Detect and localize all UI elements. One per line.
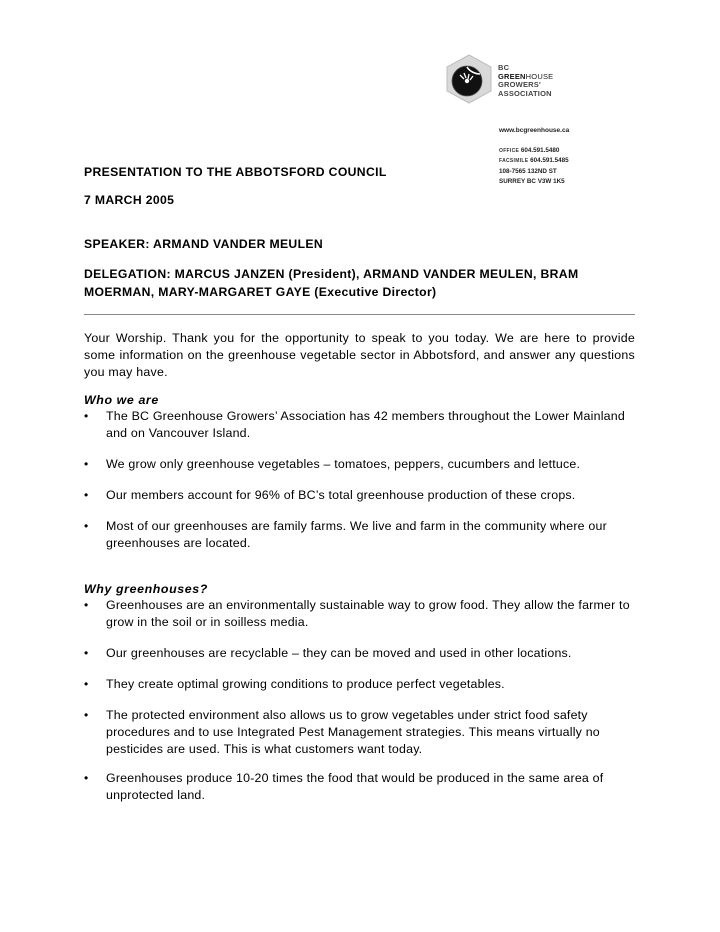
address-line-2: SURREY BC V3W 1K5	[499, 177, 565, 185]
header-divider	[84, 314, 635, 315]
list-item-text: Greenhouses are an environmentally sustainable way to grow food. They allow the farmer to grow in the soil or in soilless media.	[106, 598, 630, 629]
bullet-icon: •	[84, 409, 89, 423]
delegation-line-2: MOERMAN, MARY-MARGARET GAYE (Executive Director)	[84, 285, 437, 299]
delegation-line-1: DELEGATION: MARCUS JANZEN (President), ARMAND VANDER MEULEN, BRAM	[84, 267, 579, 281]
bullet-icon: •	[84, 708, 89, 722]
section-title-why-greenhouses: Why greenhouses?	[84, 582, 208, 596]
bullet-icon: •	[84, 488, 89, 502]
fax-phone: 604.591.5485	[530, 157, 569, 165]
bullet-icon: •	[84, 519, 89, 533]
speaker-line: SPEAKER: ARMAND VANDER MEULEN	[84, 237, 324, 251]
contact-block	[499, 126, 569, 187]
presentation-title: PRESENTATION TO THE ABBOTSFORD COUNCIL	[84, 165, 387, 179]
list-item-text: Our greenhouses are recyclable – they can be moved and used in other locations.	[106, 646, 572, 660]
section-title-who-we-are: Who we are	[84, 393, 159, 407]
website-url[interactable]: www.bcgreenhouse.ca	[499, 127, 570, 134]
list-item-text: Most of our greenhouses are family farms. We live and farm in the community where our greenhouses are located.	[106, 519, 607, 550]
list-item-text: Greenhouses produce 10-20 times the food that would be produced in the same area of unprotected land.	[106, 771, 604, 802]
list-item-text: We grow only greenhouse vegetables – tomatoes, peppers, cucumbers and lettuce.	[106, 457, 581, 471]
list-item-text: Our members account for 96% of BC’s total greenhouse production of these crops.	[106, 488, 576, 502]
presentation-date: 7 MARCH 2005	[84, 193, 175, 207]
bullet-icon: •	[84, 677, 89, 691]
bullet-icon: •	[84, 598, 89, 612]
list-item-text: The BC Greenhouse Growers’ Association has 42 members throughout the Lower Mainland and on Vancouver Island.	[106, 409, 625, 440]
address-line-1: 108-7565 132ND ST	[499, 167, 557, 175]
logo-line-growers: GROWERS'	[498, 80, 541, 90]
logo-word-house: HOUSE	[525, 71, 554, 81]
list-item-text: They create optimal growing conditions to produce perfect vegetables.	[106, 677, 505, 691]
office-label: OFFICE	[499, 148, 520, 155]
bullet-icon: •	[84, 646, 89, 660]
fax-line	[499, 156, 569, 166]
logo-word-green: GREEN	[498, 71, 526, 81]
intro-paragraph: Your Worship. Thank you for the opportunity to speak to you today. We are here to provide some information on the greenhouse vegetable sector in Abbotsford, and answer any questions you may have.	[84, 331, 635, 379]
fax-label: FACSIMILE	[499, 158, 529, 165]
office-phone-line	[499, 146, 569, 156]
association-logo	[446, 54, 586, 104]
logo-wordmark	[498, 64, 553, 98]
bullet-icon: •	[84, 457, 89, 471]
logo-line-association: ASSOCIATION	[498, 88, 552, 98]
office-phone: 604.591.5480	[520, 147, 560, 155]
list-item-text: The protected environment also allows us to grow vegetables under strict food safety procedures and to use Integrated Pest Management strategies. This means virtually no pesticides are used. This is what customers want today.	[106, 708, 600, 756]
logo-line-bc: BC	[498, 63, 510, 72]
greenhouse-logo-icon	[446, 54, 492, 104]
bullet-icon: •	[84, 771, 89, 785]
